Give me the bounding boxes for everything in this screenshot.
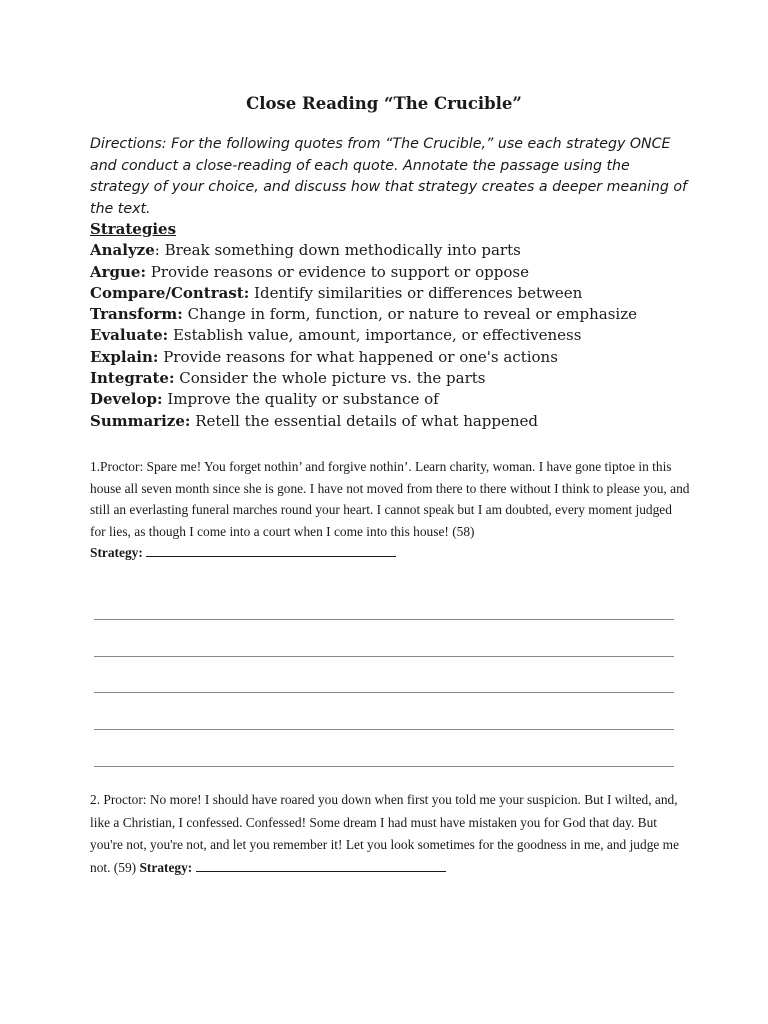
strategy-item-explain	[90, 347, 710, 368]
strategy-definition: Change in form, function, or nature to reveal or emphasize	[187, 305, 638, 324]
strategy-term: Compare/Contrast:	[90, 283, 250, 302]
strategy-label: Strategy:	[90, 545, 143, 560]
strategy-separator: :	[154, 241, 165, 260]
quote-1-strategy-line	[90, 542, 690, 564]
strategy-term: Summarize:	[90, 411, 191, 430]
quote-2-text: 2. Proctor: No more! I should have roared you down when first you told me your suspicion. But I wilted, and, like a Christian, I confessed. Confessed! Some dream I had must have mistaken you for God that day. But you're not, you're not, and let you remember it! Let you look sometimes for the goodness in me, and judge me not. (59)	[90, 792, 680, 875]
strategy-definition: Provide reasons for what happened or one's actions	[163, 347, 558, 366]
answer-line[interactable]	[94, 766, 674, 767]
quote-2	[90, 789, 690, 879]
strategy-term: Evaluate:	[90, 326, 169, 345]
answer-line[interactable]	[94, 692, 674, 693]
strategy-item-compare-contrast	[90, 283, 710, 304]
strategy-definition: Break something down methodically into parts	[164, 241, 521, 260]
strategy-label: Strategy:	[139, 859, 193, 875]
answer-line[interactable]	[94, 729, 674, 730]
strategy-term: Explain:	[90, 347, 159, 366]
strategy-term: Integrate:	[90, 369, 175, 388]
strategies-heading: Strategies	[90, 220, 177, 238]
strategy-item-analyze	[90, 240, 710, 261]
strategy-definition: Improve the quality or substance of	[167, 390, 439, 409]
strategy-item-develop	[90, 389, 710, 410]
strategy-item-transform	[90, 304, 710, 325]
strategy-term: Analyze	[90, 241, 155, 260]
page-title: Close Reading “The Crucible”	[246, 94, 522, 113]
strategy-term: Develop:	[90, 390, 163, 409]
strategy-blank[interactable]	[146, 543, 396, 557]
strategy-definition: Establish value, amount, importance, or effectiveness	[172, 326, 582, 345]
answer-line[interactable]	[94, 656, 674, 657]
strategy-item-argue	[90, 262, 710, 283]
directions-text: Directions: For the following quotes from “The Crucible,” use each strategy ONCE and conduct a close-reading of each quote. Annotate the passage using the strategy of your choice, and discuss how that strategy creates a deeper meaning of the text.	[90, 136, 688, 217]
strategy-blank[interactable]	[196, 858, 446, 872]
strategy-definition: Identify similarities or differences between	[254, 283, 583, 302]
strategy-definition: Provide reasons or evidence to support or oppose	[150, 262, 529, 281]
strategy-definition: Retell the essential details of what happened	[195, 411, 539, 430]
strategy-term: Transform:	[90, 305, 183, 324]
quote-1	[90, 456, 690, 564]
quote-1-text: 1.Proctor: Spare me! You forget nothin’ and forgive nothin’. Learn charity, woman. I have gone tiptoe in this house all seven month since she is gone. I have not moved from there to there without I think to please you, and still an everlasting funeral marches round your heart. I cannot speak but I am doubted, every moment judged for lies, as though I come into a court when I come into this house! (58)	[90, 459, 690, 539]
strategy-item-summarize	[90, 411, 710, 432]
strategy-definition: Consider the whole picture vs. the parts	[179, 369, 486, 388]
strategies-list	[90, 219, 710, 432]
strategy-item-evaluate	[90, 325, 710, 346]
answer-line[interactable]	[94, 619, 674, 620]
strategy-item-integrate	[90, 368, 710, 389]
strategy-term: Argue:	[90, 262, 147, 281]
